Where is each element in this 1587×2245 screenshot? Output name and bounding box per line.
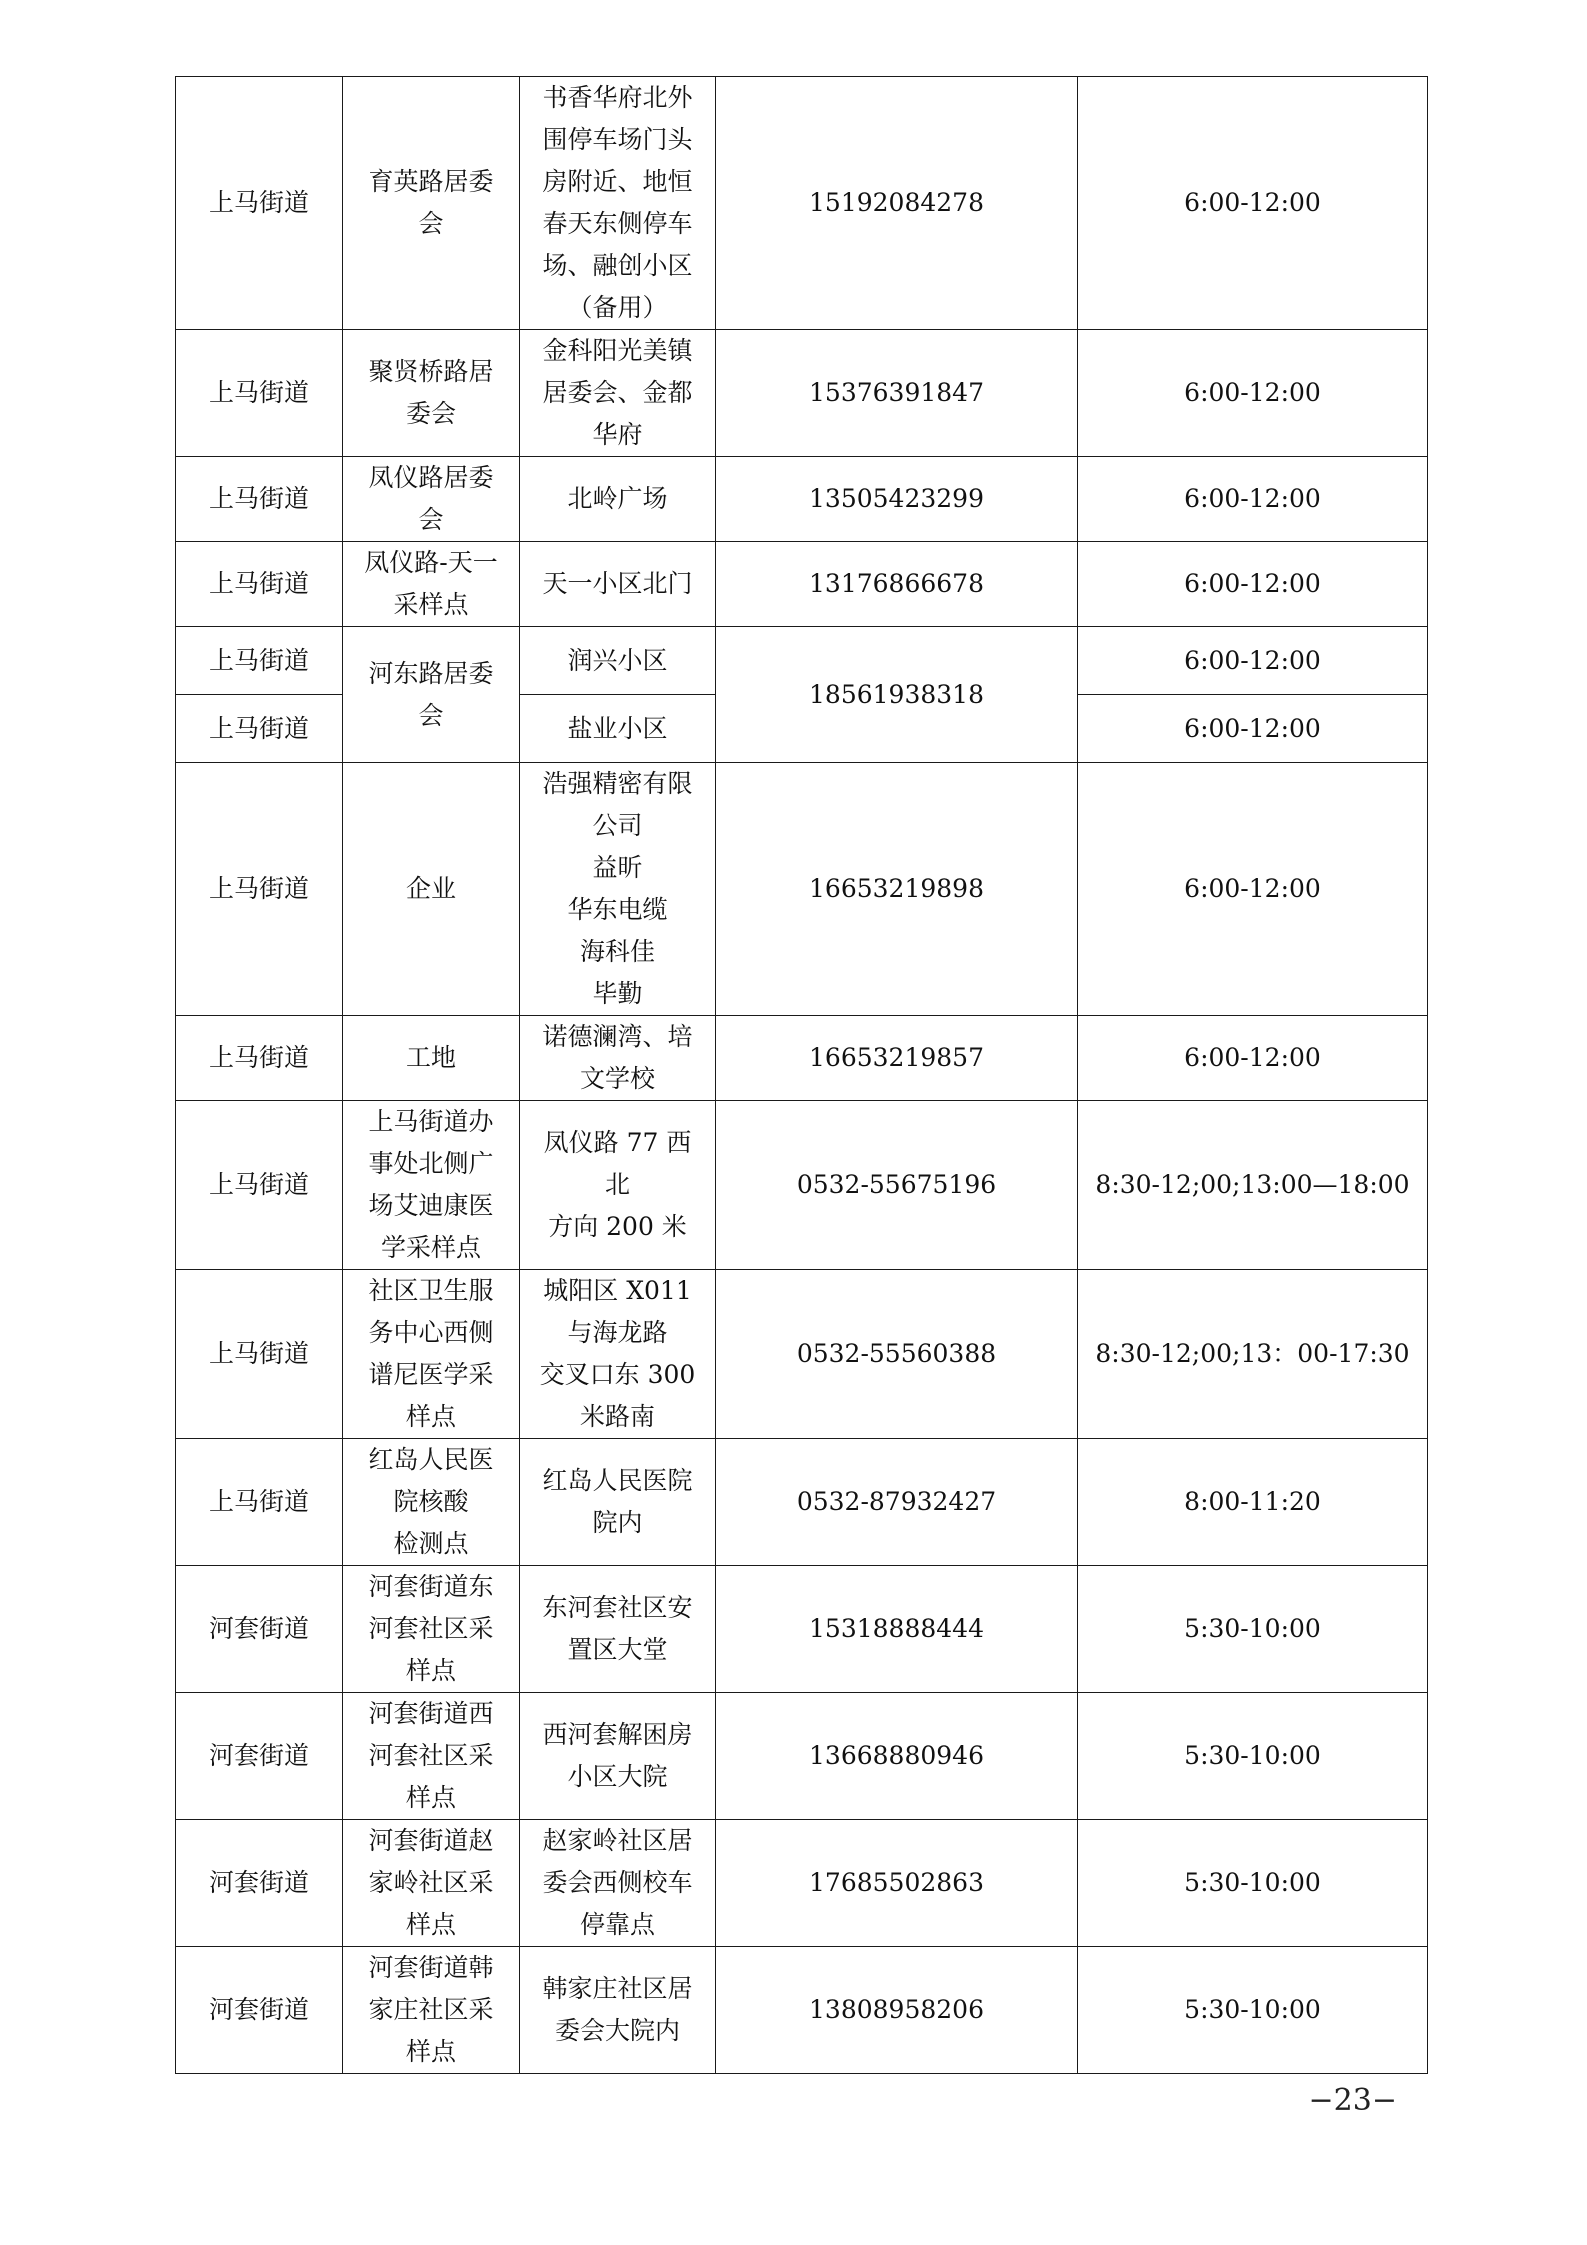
phone-cell: 15192084278: [716, 77, 1078, 330]
hours-cell: 5:30-10:00: [1078, 1693, 1428, 1820]
location-cell: 西河套解困房 小区大院: [520, 1693, 716, 1820]
committee-cell: 上马街道办 事处北侧广 场艾迪康医 学采样点: [343, 1101, 520, 1270]
table-row: [176, 330, 1428, 457]
street-cell: 上马街道: [176, 1016, 343, 1101]
location-cell: 赵家岭社区居 委会西侧校车 停靠点: [520, 1820, 716, 1947]
location-cell: 东河套社区安 置区大堂: [520, 1566, 716, 1693]
phone-cell: 15376391847: [716, 330, 1078, 457]
hours-cell: 6:00-12:00: [1078, 542, 1428, 627]
street-cell: 河套街道: [176, 1820, 343, 1947]
table-row: [176, 1439, 1428, 1566]
location-cell: 城阳区 X011 与海龙路 交叉口东 300 米路南: [520, 1270, 716, 1439]
street-cell: 上马街道: [176, 77, 343, 330]
phone-cell: 17685502863: [716, 1820, 1078, 1947]
table-row: [176, 1566, 1428, 1693]
committee-cell: 聚贤桥路居 委会: [343, 330, 520, 457]
hours-cell: 8:30-12;00;13:00—18:00: [1078, 1101, 1428, 1270]
location-cell: 金科阳光美镇 居委会、金都 华府: [520, 330, 716, 457]
committee-cell: 育英路居委 会: [343, 77, 520, 330]
table-row: [176, 1693, 1428, 1820]
street-cell: 上马街道: [176, 1270, 343, 1439]
committee-cell: 河套街道西 河套社区采 样点: [343, 1693, 520, 1820]
location-cell: 红岛人民医院 院内: [520, 1439, 716, 1566]
table-row: [176, 457, 1428, 542]
committee-cell: 河东路居委 会: [343, 627, 520, 763]
committee-cell: 河套街道赵 家岭社区采 样点: [343, 1820, 520, 1947]
location-cell: 润兴小区: [520, 627, 716, 695]
committee-cell: 红岛人民医 院核酸 检测点: [343, 1439, 520, 1566]
hours-cell: 5:30-10:00: [1078, 1947, 1428, 2074]
hours-cell: 8:00-11:20: [1078, 1439, 1428, 1566]
hours-cell: 6:00-12:00: [1078, 695, 1428, 763]
street-cell: 上马街道: [176, 457, 343, 542]
phone-cell: 13668880946: [716, 1693, 1078, 1820]
committee-cell: 凤仪路居委 会: [343, 457, 520, 542]
hours-cell: 6:00-12:00: [1078, 1016, 1428, 1101]
committee-cell: 社区卫生服 务中心西侧 谱尼医学采 样点: [343, 1270, 520, 1439]
table-row: [176, 1016, 1428, 1101]
street-cell: 上马街道: [176, 1101, 343, 1270]
committee-cell: 企业: [343, 763, 520, 1016]
page-number: −23−: [1308, 2083, 1397, 2118]
phone-cell: 0532-87932427: [716, 1439, 1078, 1566]
location-cell: 韩家庄社区居 委会大院内: [520, 1947, 716, 2074]
street-cell: 上马街道: [176, 330, 343, 457]
hours-cell: 6:00-12:00: [1078, 457, 1428, 542]
table-row: [176, 1947, 1428, 2074]
table-row: [176, 763, 1428, 1016]
hours-cell: 6:00-12:00: [1078, 330, 1428, 457]
committee-cell: 凤仪路-天一 采样点: [343, 542, 520, 627]
location-cell: 浩强精密有限 公司 益昕 华东电缆 海科佳 毕勤: [520, 763, 716, 1016]
hours-cell: 6:00-12:00: [1078, 627, 1428, 695]
committee-cell: 工地: [343, 1016, 520, 1101]
table-row: [176, 542, 1428, 627]
table-row: [176, 1101, 1428, 1270]
hours-cell: 6:00-12:00: [1078, 77, 1428, 330]
hours-cell: 5:30-10:00: [1078, 1820, 1428, 1947]
street-cell: 河套街道: [176, 1566, 343, 1693]
committee-cell: 河套街道东 河套社区采 样点: [343, 1566, 520, 1693]
committee-cell: 河套街道韩 家庄社区采 样点: [343, 1947, 520, 2074]
street-cell: 上马街道: [176, 627, 343, 695]
phone-cell: 13176866678: [716, 542, 1078, 627]
hours-cell: 8:30-12;00;13：00-17:30: [1078, 1270, 1428, 1439]
street-cell: 上马街道: [176, 695, 343, 763]
street-cell: 上马街道: [176, 763, 343, 1016]
testing-sites-table: [175, 76, 1428, 2074]
location-cell: 诺德澜湾、培 文学校: [520, 1016, 716, 1101]
table-row: [176, 1270, 1428, 1439]
location-cell: 盐业小区: [520, 695, 716, 763]
street-cell: 河套街道: [176, 1693, 343, 1820]
phone-cell: 0532-55560388: [716, 1270, 1078, 1439]
location-cell: 天一小区北门: [520, 542, 716, 627]
phone-cell: 15318888444: [716, 1566, 1078, 1693]
phone-cell: 16653219898: [716, 763, 1078, 1016]
phone-cell: 13808958206: [716, 1947, 1078, 2074]
phone-cell: 0532-55675196: [716, 1101, 1078, 1270]
phone-cell: 13505423299: [716, 457, 1078, 542]
phone-cell: 18561938318: [716, 627, 1078, 763]
hours-cell: 6:00-12:00: [1078, 763, 1428, 1016]
street-cell: 上马街道: [176, 542, 343, 627]
street-cell: 上马街道: [176, 1439, 343, 1566]
location-cell: 凤仪路 77 西 北 方向 200 米: [520, 1101, 716, 1270]
table-row: [176, 77, 1428, 330]
location-cell: 北岭广场: [520, 457, 716, 542]
hours-cell: 5:30-10:00: [1078, 1566, 1428, 1693]
phone-cell: 16653219857: [716, 1016, 1078, 1101]
table-row: [176, 627, 1428, 695]
location-cell: 书香华府北外 围停车场门头 房附近、地恒 春天东侧停车 场、融创小区 （备用）: [520, 77, 716, 330]
table-row: [176, 1820, 1428, 1947]
street-cell: 河套街道: [176, 1947, 343, 2074]
